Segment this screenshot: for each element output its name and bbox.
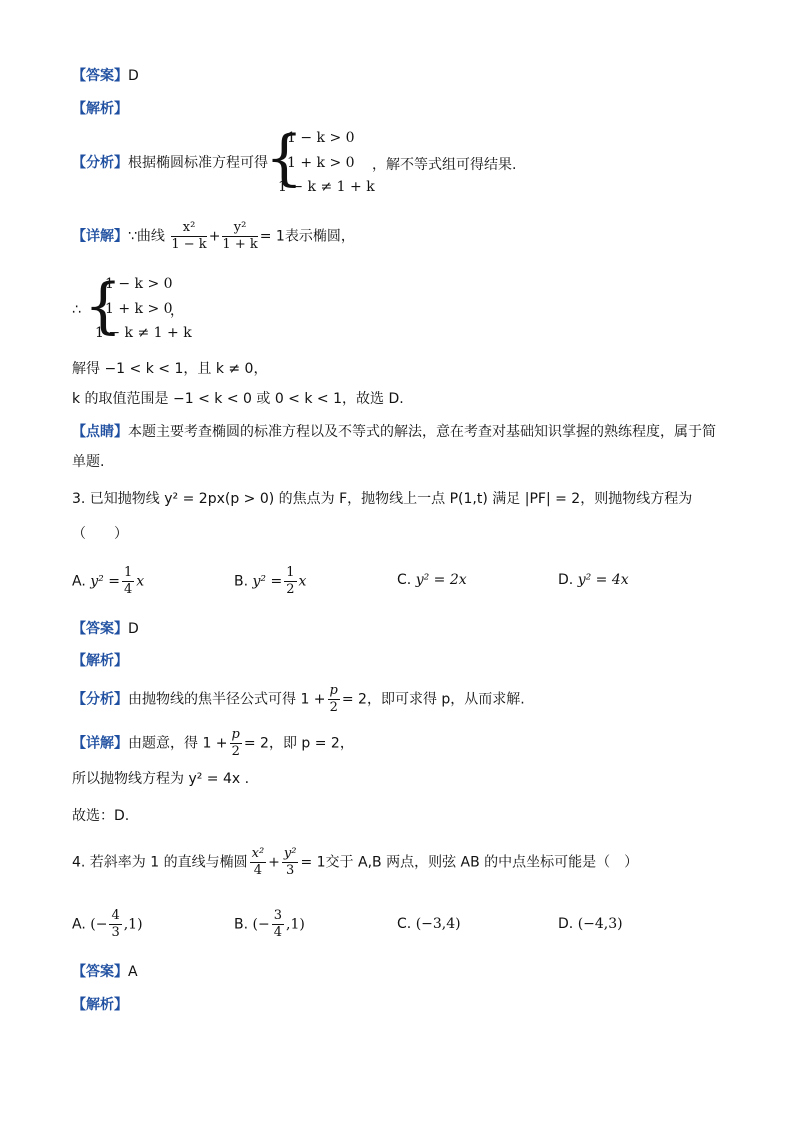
- system2-comma: ，: [170, 303, 184, 319]
- q3-fenxi-line: 【分析】由抛物线的焦半径公式可得 1 + $\frac{p}{2}$ = 2，即可求得 p，从而求解.: [72, 683, 525, 715]
- dianjing-line: [72, 422, 716, 442]
- q4-option-b: B. (− $\frac{3}{4}$ ,1): [234, 908, 305, 940]
- dianjing-text: 本题主要考查椭圆的标准方程以及不等式的解法，意在考查对基础知识掌握的熟练程度，属于简: [128, 424, 716, 440]
- q3-option-a: A. y² = $\frac{1}{4}$ x: [72, 565, 145, 597]
- q2-fenxi-line: [72, 153, 268, 173]
- q4-stem: 4. 若斜率为 1 的直线与椭圆 $\frac{\text{x²}}{4}$ + $\frac{\text{y²}}{3}$ = 1交于 A,B 两点，则弦 AB 的中点坐标可能是（ ）: [72, 846, 639, 878]
- answer-tag: 【答案】: [72, 621, 128, 637]
- answer-tag: 【答案】: [72, 68, 128, 84]
- analysis-tag: 【解析】: [72, 653, 128, 669]
- q3-option-c: C. y² = 2x: [397, 572, 467, 588]
- fenxi-system-row-2: 1 + k > 0: [287, 155, 355, 171]
- q4-answer-line: [72, 962, 138, 982]
- q3-choose-line: 故选：D.: [72, 808, 130, 824]
- therefore-symbol: ∴: [72, 302, 81, 318]
- fenxi-system-row-1: 1 − k > 0: [287, 130, 355, 146]
- answer-value: D: [128, 621, 139, 637]
- curve-fraction-2: $\frac{\text{y²}}{1 + k}$: [222, 220, 258, 252]
- fenxi-system-brace: {: [265, 123, 304, 193]
- solve-line: 解得 −1 < k < 1，且 k ≠ 0，: [72, 361, 268, 377]
- fenxi-pre: 根据椭圆标准方程可得: [128, 155, 268, 171]
- dianjing-line-2: 单题.: [72, 454, 105, 470]
- fenxi-post: ，解不等式组可得结果.: [372, 157, 517, 173]
- q4-option-d: D. (−4,3): [558, 916, 623, 932]
- system2-row-1: 1 − k > 0: [105, 276, 173, 292]
- curve-fraction-1: $\frac{\text{x²}}{1 - k}$: [171, 220, 207, 252]
- system2-brace: {: [84, 271, 123, 341]
- xiangjie-tag: 【详解】: [72, 735, 128, 752]
- q3-option-d: D. y² = 4x: [558, 572, 629, 588]
- answer-value: A: [128, 964, 138, 980]
- answer-tag: 【答案】: [72, 964, 128, 980]
- analysis-tag: 【解析】: [72, 997, 128, 1013]
- system2-row-3: 1 − k ≠ 1 + k: [95, 325, 192, 341]
- q3-answer-line: [72, 619, 139, 639]
- range-line: k 的取值范围是 −1 < k < 0 或 0 < k < 1，故选 D.: [72, 391, 404, 407]
- system2-row-2: 1 + k > 0: [105, 301, 173, 317]
- q4-analysis-heading: [72, 995, 128, 1015]
- q2-xiangjie-line: 【详解】∵曲线 $\frac{\text{x²}}{1 - k}$ + $\frac{\text{y²}}{1 + k}$ = 1表示椭圆，: [72, 220, 355, 252]
- q3-analysis-heading: [72, 651, 128, 671]
- q3-option-b: B. y² = $\frac{1}{2}$ x: [234, 565, 307, 597]
- q3-stem-paren: （ ）: [72, 526, 128, 542]
- analysis-tag: 【解析】: [72, 101, 128, 117]
- q4-option-c: C. (−3,4): [397, 916, 461, 932]
- q3-stem: 3. 已知抛物线 y² = 2px(p > 0) 的焦点为 F，抛物线上一点 P(1,t) 满足 |PF| = 2，则抛物线方程为: [72, 491, 693, 507]
- fenxi-system-row-3: 1 − k ≠ 1 + k: [278, 179, 375, 195]
- fenxi-tag: 【分析】: [72, 691, 128, 708]
- xiangjie-tag: 【详解】: [72, 228, 128, 245]
- q2-answer-line: [72, 66, 139, 86]
- answer-value: D: [128, 68, 139, 84]
- xiangjie-pre: ∵曲线: [128, 228, 165, 245]
- xiangjie-post: = 1表示椭圆，: [259, 228, 355, 245]
- q3-so-line: 所以抛物线方程为 y² = 4x .: [72, 771, 250, 787]
- dianjing-tag: 【点睛】: [72, 424, 128, 440]
- fenxi-tag: 【分析】: [72, 155, 128, 171]
- q4-option-a: A. (− $\frac{4}{3}$ ,1): [72, 908, 143, 940]
- q3-xiangjie-line: 【详解】由题意，得 1 + $\frac{p}{2}$ = 2，即 p = 2，: [72, 727, 354, 759]
- q2-analysis-heading: [72, 99, 128, 119]
